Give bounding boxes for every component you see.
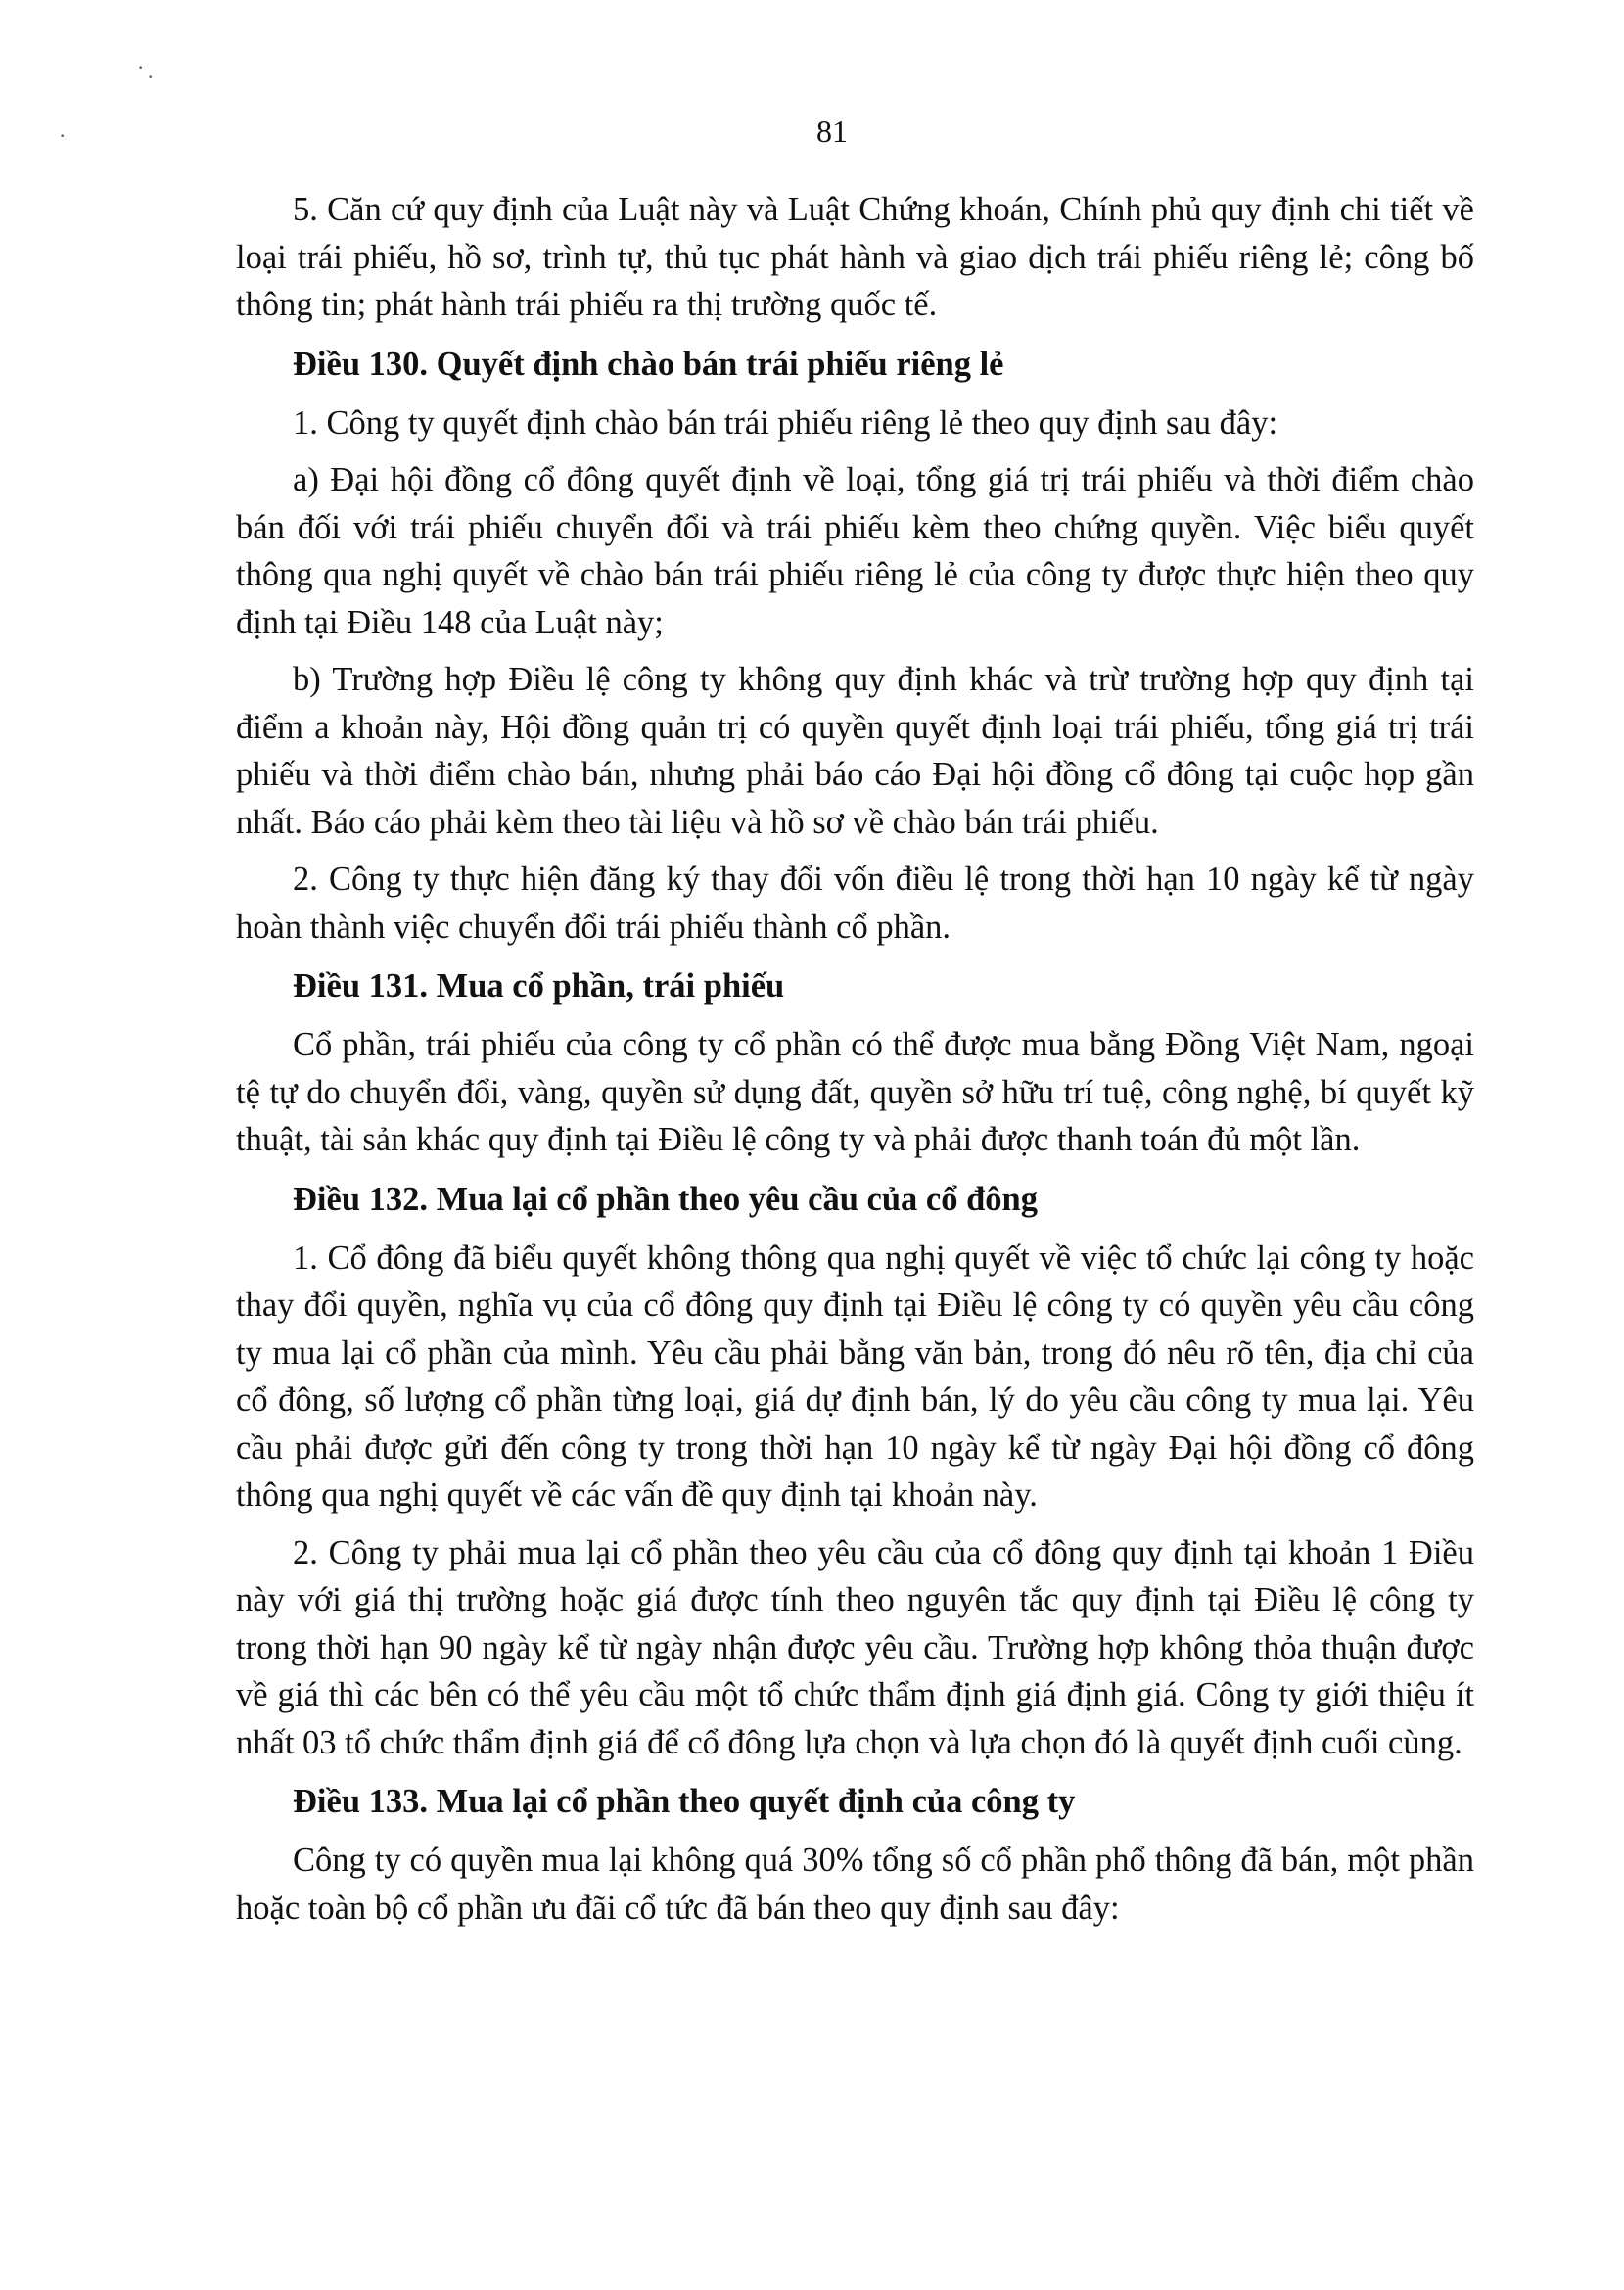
heading-article-131: Điều 131. Mua cổ phần, trái phiếu xyxy=(293,967,785,1005)
page-number: 81 xyxy=(816,114,848,149)
paragraph-article-132-clause-1: 1. Cổ đông đã biểu quyết không thông qua nghị quyết về việc tổ chức lại công ty hoặc thay đổi quyền, nghĩa vụ của cổ đông quy định tại Điều lệ công ty có quyền yêu cầu công ty mua lại cổ phần của mình. Yêu cầu phải bằng văn bản, trong đó nêu rõ tên, địa chỉ của cổ đông, số lượng cổ phần từng loại, giá dự định bán, lý do yêu cầu công ty mua lại. Yêu cầu phải được gửi đến công ty trong thời hạn 10 ngày kể từ ngày Đại hội đồng cổ đông thông qua nghị quyết về các vấn đề quy định tại khoản này. xyxy=(236,1238,1474,1514)
paragraph-clause-1: 1. Công ty quyết định chào bán trái phiếu riêng lẻ theo quy định sau đây: xyxy=(293,403,1278,442)
document-body xyxy=(236,186,1474,1941)
heading-article-132: Điều 132. Mua lại cổ phần theo yêu cầu của cổ đông xyxy=(293,1180,1038,1218)
paragraph-clause-2: 2. Công ty thực hiện đăng ký thay đổi vốn điều lệ trong thời hạn 10 ngày kể từ ngày hoàn thành việc chuyển đổi trái phiếu thành cổ phần. xyxy=(236,861,1474,946)
scan-speck: · xyxy=(137,55,145,79)
scan-speck: · xyxy=(59,123,67,148)
paragraph-point-b: b) Trường hợp Điều lệ công ty không quy định khác và trừ trường hợp quy định tại điểm a khoản này, Hội đồng quản trị có quyền quyết định loại trái phiếu, tổng giá trị trái phiếu và thời điểm chào bán, nhưng phải báo cáo Đại hội đồng cổ đông tại cuộc họp gần nhất. Báo cáo phải kèm theo tài liệu và hồ sơ về chào bán trái phiếu. xyxy=(236,661,1474,841)
paragraph-article-132-clause-2: 2. Công ty phải mua lại cổ phần theo yêu cầu của cổ đông quy định tại khoản 1 Điều này với giá thị trường hoặc giá được tính theo nguyên tắc quy định tại Điều lệ công ty trong thời hạn 90 ngày kể từ ngày nhận được yêu cầu. Trường hợp không thỏa thuận được về giá thì các bên có thể yêu cầu một tổ chức thẩm định giá định giá. Công ty giới thiệu ít nhất 03 tổ chức thẩm định giá để cổ đông lựa chọn và lựa chọn đó là quyết định cuối cùng. xyxy=(236,1533,1474,1761)
scan-speck: · xyxy=(147,65,155,89)
heading-article-133: Điều 133. Mua lại cổ phần theo quyết định của công ty xyxy=(293,1783,1076,1820)
paragraph-point-a: a) Đại hội đồng cổ đông quyết định về loại, tổng giá trị trái phiếu và thời điểm chào bán đối với trái phiếu chuyển đổi và trái phiếu kèm theo chứng quyền. Việc biểu quyết thông qua nghị quyết về chào bán trái phiếu riêng lẻ của công ty được thực hiện theo quy định tại Điều 148 của Luật này; xyxy=(236,461,1474,641)
paragraph-clause-5: 5. Căn cứ quy định của Luật này và Luật Chứng khoán, Chính phủ quy định chi tiết về loại trái phiếu, hồ sơ, trình tự, thủ tục phát hành và giao dịch trái phiếu riêng lẻ; công bố thông tin; phát hành trái phiếu ra thị trường quốc tế. xyxy=(236,191,1474,323)
heading-article-130: Điều 130. Quyết định chào bán trái phiếu riêng lẻ xyxy=(293,345,1004,383)
paragraph-article-133-body: Công ty có quyền mua lại không quá 30% tổng số cổ phần phổ thông đã bán, một phần hoặc toàn bộ cổ phần ưu đãi cổ tức đã bán theo quy định sau đây: xyxy=(236,1842,1474,1927)
paragraph-article-131-body: Cổ phần, trái phiếu của công ty cổ phần có thể được mua bằng Đồng Việt Nam, ngoại tệ tự do chuyển đổi, vàng, quyền sử dụng đất, quyền sở hữu trí tuệ, công nghệ, bí quyết kỹ thuật, tài sản khác quy định tại Điều lệ công ty và phải được thanh toán đủ một lần. xyxy=(236,1026,1474,1158)
